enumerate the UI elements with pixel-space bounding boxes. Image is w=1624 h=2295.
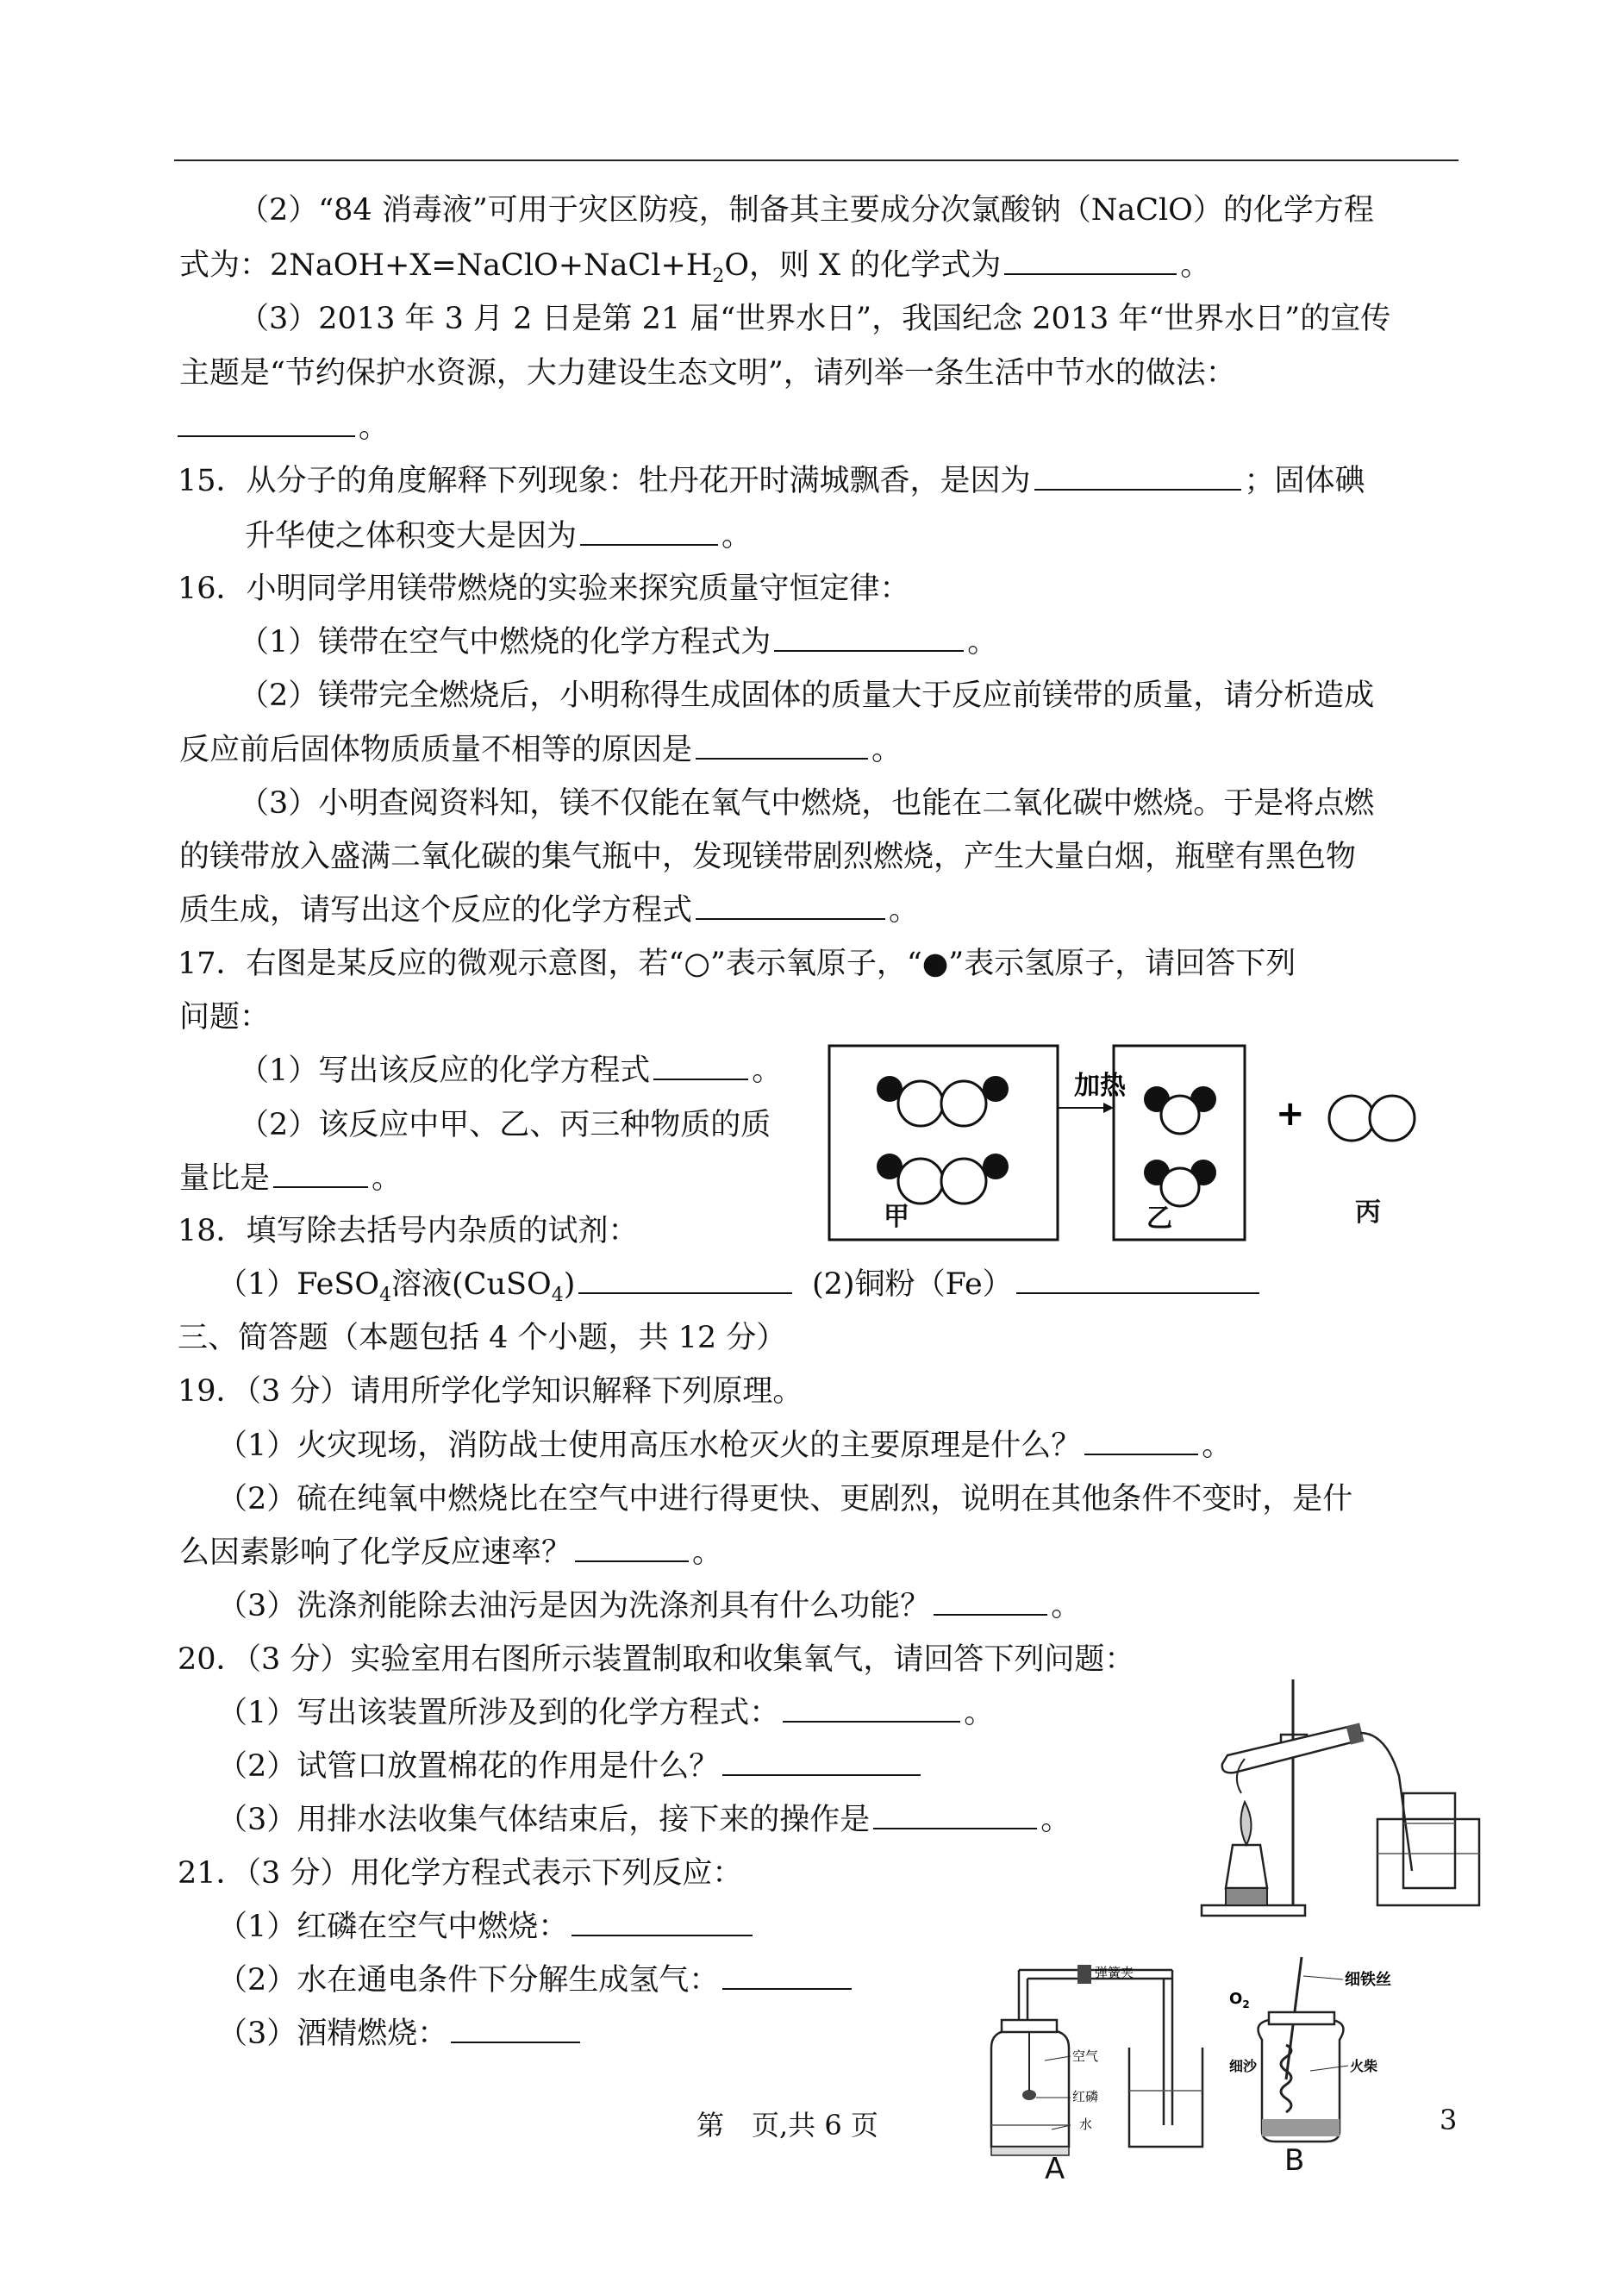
answer-blank[interactable] bbox=[578, 1266, 792, 1294]
q16-2-line2: 反应前后固体物质质量不相等的原因是 。 bbox=[179, 733, 903, 767]
q20-2: （2）试管口放置棉花的作用是什么？ bbox=[217, 1748, 924, 1785]
label-air: 空气 bbox=[1072, 2048, 1099, 2064]
q15-line2: 升华使之体积变大是因为 。 bbox=[245, 519, 753, 553]
answer-blank[interactable] bbox=[1004, 247, 1177, 275]
q14-3-line1: （3）2013 年 3 月 2 日是第 21 届“世界水日”，我国纪念 2013 年“世界水日”的宣传 bbox=[239, 302, 1391, 336]
reaction-diagram bbox=[819, 1039, 1440, 1246]
answer-blank[interactable] bbox=[653, 1053, 748, 1080]
label-yi: 乙 bbox=[1146, 1204, 1172, 1234]
q18-2: (2)铜粉（Fe） bbox=[812, 1266, 1263, 1304]
page-footer: 第 页,共 6 页 bbox=[696, 2109, 878, 2142]
q21-1: （1）红磷在空气中燃烧： bbox=[217, 1908, 756, 1946]
box-yi bbox=[1114, 1046, 1245, 1240]
header-rule bbox=[174, 159, 1458, 161]
q18-title: 18．填写除去括号内杂质的试剂： bbox=[178, 1214, 639, 1248]
hydrogen-molecule bbox=[1144, 1160, 1216, 1206]
answer-blank[interactable] bbox=[178, 410, 355, 437]
q14-3-line2: 主题是“节约保护水资源，大力建设生态文明”，请列举一条生活中节水的做法： bbox=[179, 356, 1236, 391]
answer-blank[interactable] bbox=[580, 518, 718, 546]
hydrogen-molecule bbox=[1144, 1086, 1216, 1134]
answer-blank[interactable] bbox=[783, 1695, 960, 1723]
q21-title: 21．（3 分）用化学方程式表示下列反应： bbox=[178, 1856, 743, 1891]
q20-3: （3）用排水法收集气体结束后，接下来的操作是 。 bbox=[217, 1803, 1071, 1837]
q16-3-line3: 质生成，请写出这个反应的化学方程式 。 bbox=[179, 893, 920, 928]
q17-line1: 17．右图是某反应的微观示意图，若“○”表示氧原子，“●”表示氢原子，请回答下列 bbox=[178, 947, 1296, 981]
answer-blank[interactable] bbox=[1084, 1428, 1198, 1455]
answer-blank[interactable] bbox=[696, 732, 868, 760]
q19-1: （1）火灾现场，消防战士使用高压水枪灭火的主要原理是什么？ 。 bbox=[217, 1429, 1233, 1463]
label-iron-wire: 细铁丝 bbox=[1345, 1971, 1391, 1989]
q17-1: （1）写出该反应的化学方程式 。 bbox=[239, 1054, 783, 1088]
answer-blank[interactable] bbox=[774, 624, 964, 652]
label-jia: 甲 bbox=[884, 1202, 909, 1232]
label-bing: 丙 bbox=[1355, 1198, 1381, 1228]
q17-line2: 问题： bbox=[179, 1000, 271, 1035]
water-molecule bbox=[877, 1076, 1009, 1126]
answer-blank[interactable] bbox=[273, 1160, 368, 1188]
label-o2: $O_2$ bbox=[1229, 1990, 1250, 2010]
answer-blank[interactable] bbox=[451, 2016, 580, 2043]
q16-3-line1: （3）小明查阅资料知，镁不仅能在氧气中燃烧，也能在二氧化碳中燃烧。于是将点燃 bbox=[239, 786, 1375, 821]
answer-blank[interactable] bbox=[1016, 1266, 1259, 1294]
water-molecule bbox=[877, 1154, 1009, 1204]
page-number: 3 bbox=[1440, 2104, 1458, 2136]
q20-title: 20．（3 分）实验室用右图所示装置制取和收集氧气，请回答下列问题： bbox=[178, 1642, 1135, 1677]
box-jia bbox=[829, 1046, 1058, 1240]
plus-sign: + bbox=[1276, 1094, 1305, 1134]
oxygen-apparatus-figure bbox=[1196, 1673, 1481, 1923]
label-clip: 弹簧夹 bbox=[1095, 1965, 1134, 1980]
q16-3-line2: 的镁带放入盛满二氧化碳的集气瓶中，发现镁带剧烈燃烧，产生大量白烟，瓶壁有黑色物 bbox=[179, 840, 1357, 874]
figure-b-label: B bbox=[1284, 2143, 1305, 2178]
q16-2-line1: （2）镁带完全燃烧后，小明称得生成固体的质量大于反应前镁带的质量，请分析造成 bbox=[239, 678, 1375, 713]
answer-blank[interactable] bbox=[575, 1535, 689, 1562]
q17-2-line1: （2）该反应中甲、乙、丙三种物质的质 bbox=[239, 1108, 771, 1142]
figure-a-phosphorus-experiment bbox=[974, 1953, 1250, 2164]
answer-blank[interactable] bbox=[572, 1909, 753, 1936]
q19-2-line1: （2）硫在纯氧中燃烧比在空气中进行得更快、更剧烈，说明在其他条件不变时，是什 bbox=[217, 1482, 1353, 1516]
label-water: 水 bbox=[1079, 2117, 1093, 2132]
q15-line1: 15．从分子的角度解释下列现象：牡丹花开时满城飘香，是因为 ；固体碘 bbox=[178, 464, 1365, 498]
q14-3-line3: 。 bbox=[178, 409, 389, 447]
oxygen-molecule bbox=[1329, 1096, 1415, 1141]
q14-2-line2: 式为：$2NaOH+X=NaClO+NaCl+H_2O$，则 X 的化学式为 。 bbox=[179, 248, 1211, 287]
section-3-title: 三、简答题（本题包括 4 个小题，共 12 分） bbox=[178, 1321, 787, 1355]
q16-title: 16．小明同学用镁带燃烧的实验来探究质量守恒定律： bbox=[178, 572, 910, 606]
arrow-label: 加热 bbox=[1074, 1071, 1126, 1101]
answer-blank[interactable] bbox=[873, 1802, 1037, 1829]
q16-1: （1）镁带在空气中燃烧的化学方程式为 。 bbox=[239, 625, 998, 660]
answer-blank[interactable] bbox=[934, 1588, 1047, 1616]
answer-blank[interactable] bbox=[1034, 463, 1241, 491]
answer-blank[interactable] bbox=[696, 892, 885, 920]
q21-2: （2）水在通电条件下分解生成氢气： bbox=[217, 1961, 855, 1999]
label-match: 火柴 bbox=[1350, 2058, 1378, 2074]
figure-a-label: A bbox=[1045, 2152, 1065, 2186]
answer-blank[interactable] bbox=[722, 1748, 921, 1776]
q20-1: （1）写出该装置所涉及到的化学方程式： 。 bbox=[217, 1696, 995, 1730]
q21-3: （3）酒精燃烧： bbox=[217, 2015, 584, 2053]
q19-2-line2: 么因素影响了化学反应速率？ 。 bbox=[179, 1535, 723, 1570]
q14-2-line1: （2）“84 消毒液”可用于灾区防疫，制备其主要成分次氯酸钠（NaClO）的化学方程 bbox=[239, 193, 1374, 228]
q19-title: 19．（3 分）请用所学化学知识解释下列原理。 bbox=[178, 1374, 803, 1409]
label-phosphorus: 红磷 bbox=[1072, 2089, 1099, 2104]
answer-blank[interactable] bbox=[722, 1962, 852, 1990]
q17-2-line2: 量比是 。 bbox=[179, 1161, 403, 1196]
label-sand: 细沙 bbox=[1229, 2058, 1258, 2074]
q18-1: （1）FeSO$_4$溶液(CuSO$_4$) bbox=[217, 1266, 796, 1315]
q19-3: （3）洗涤剂能除去油污是因为洗涤剂具有什么功能？ 。 bbox=[217, 1589, 1082, 1623]
